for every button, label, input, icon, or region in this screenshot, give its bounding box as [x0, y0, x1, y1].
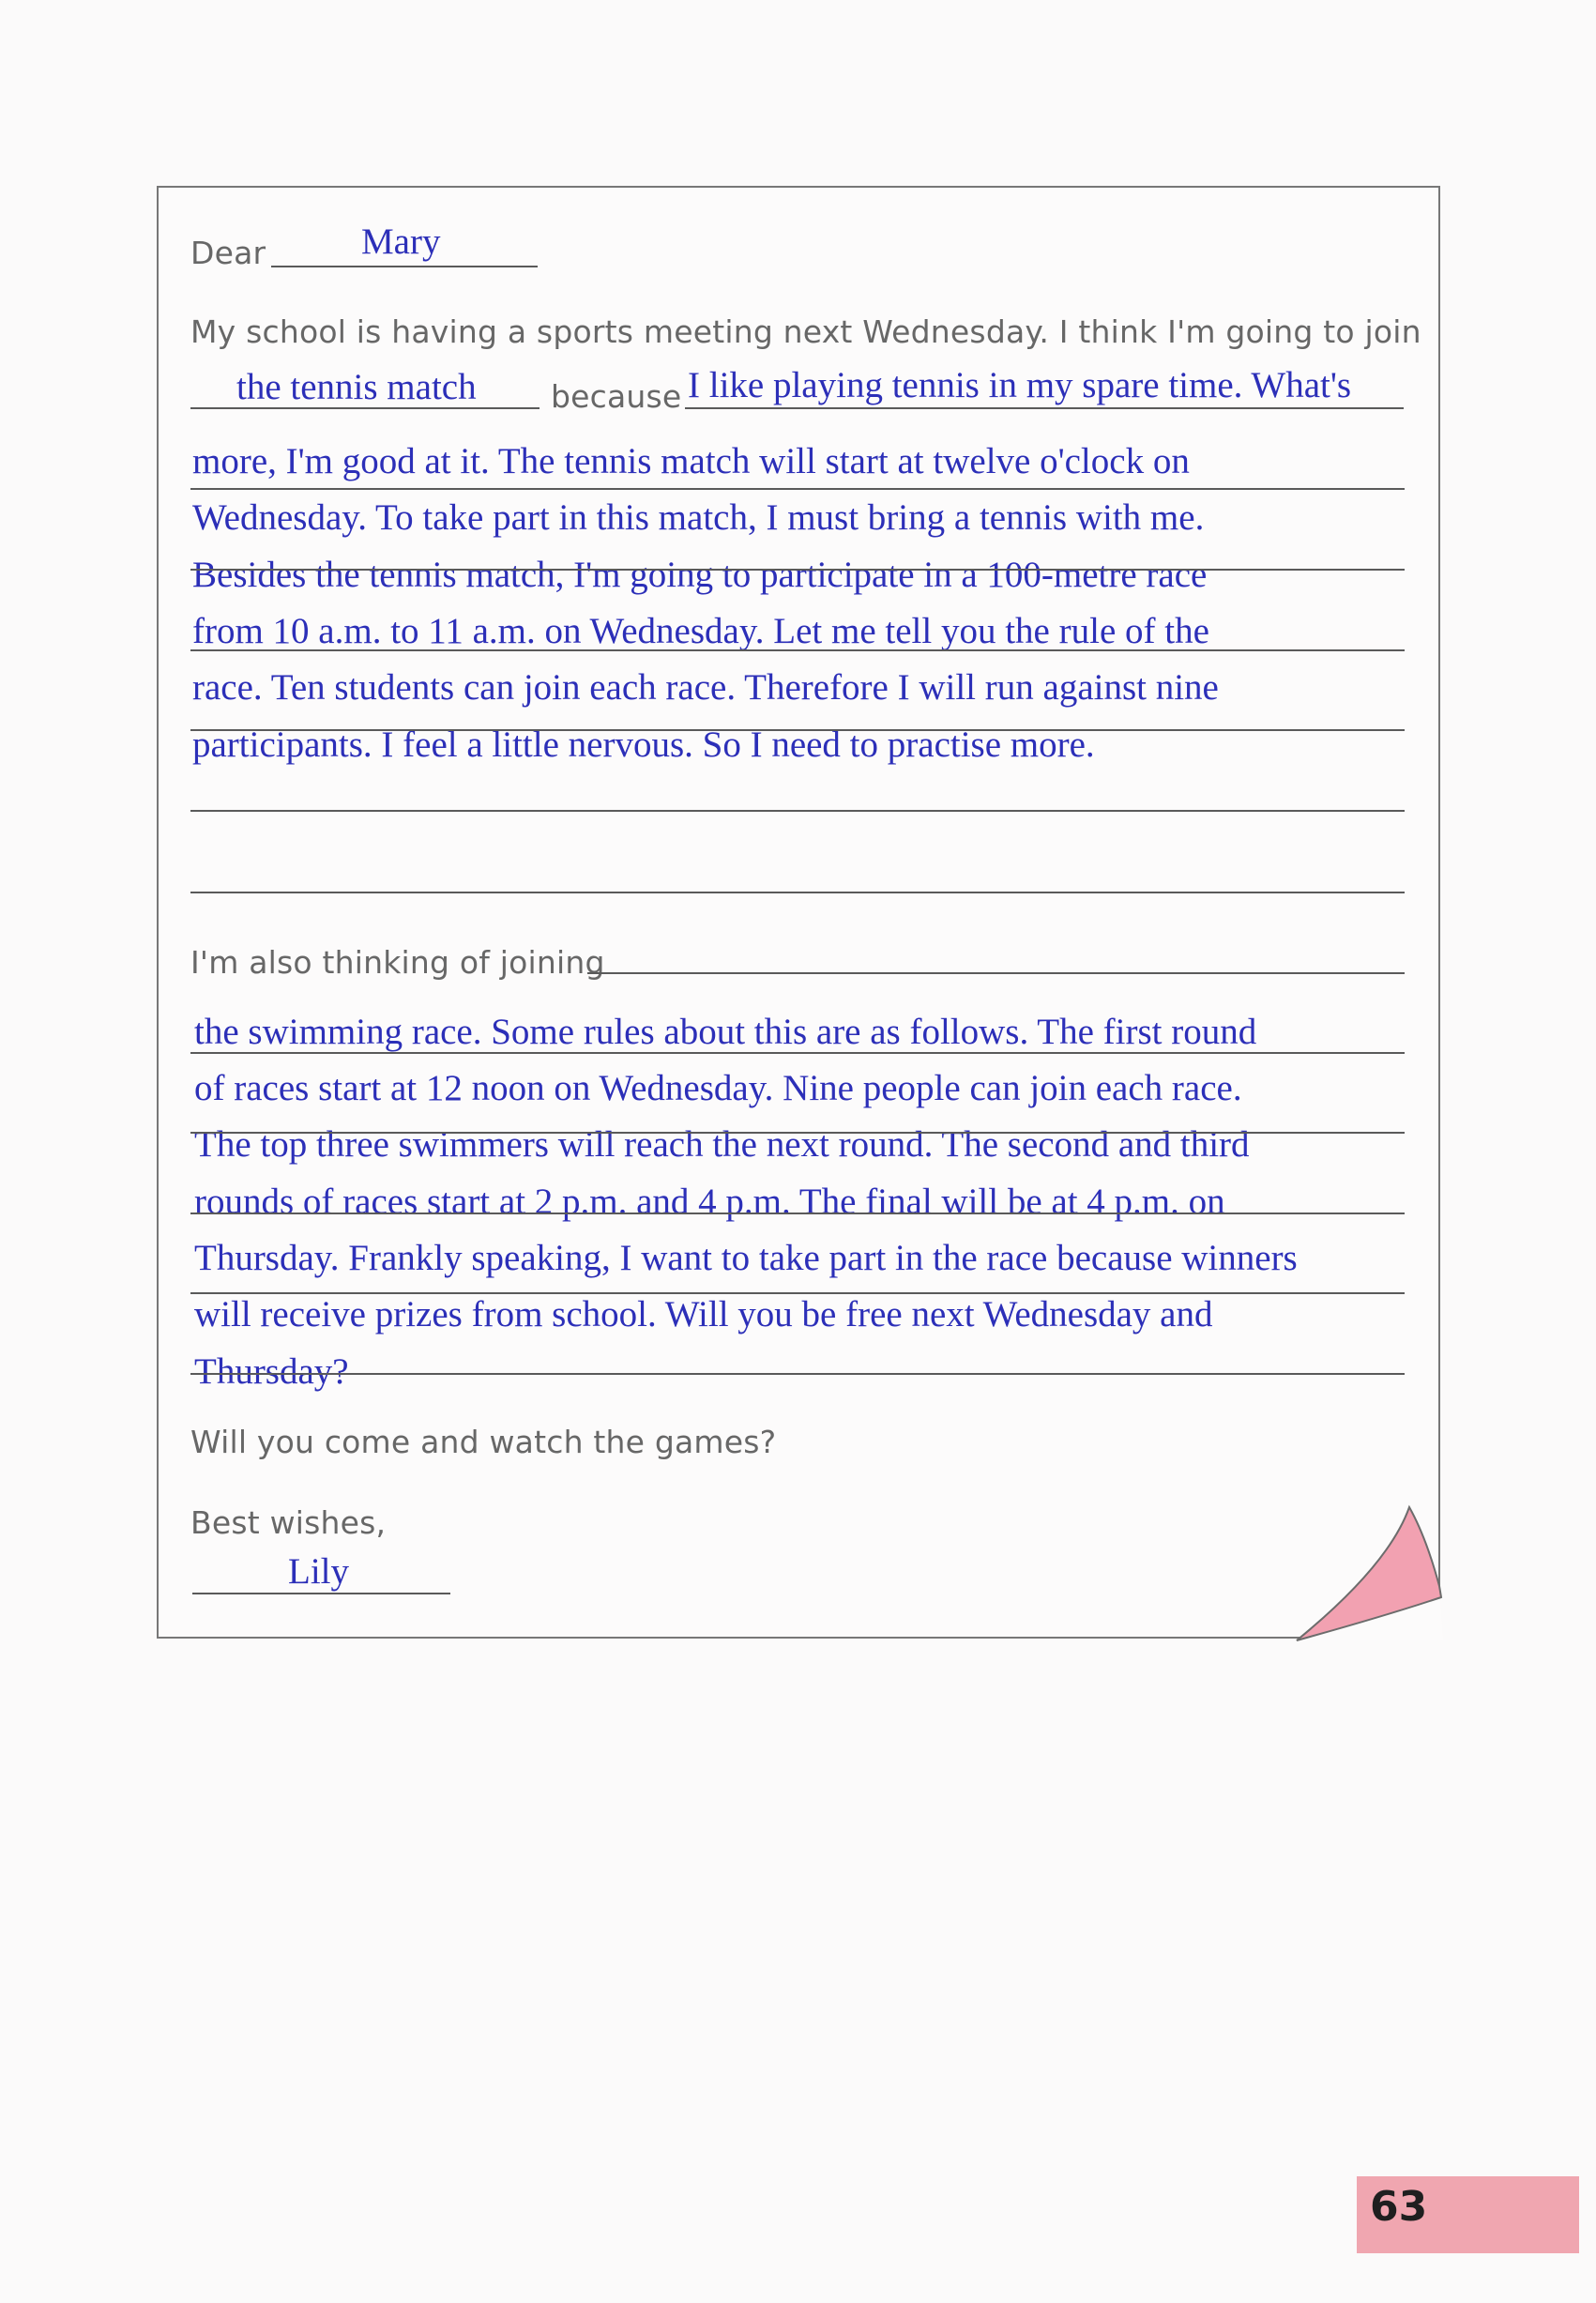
writing-line: [190, 729, 1405, 731]
writing-line: [190, 488, 1405, 490]
signature-answer: Lily: [288, 1551, 349, 1592]
paragraph1-line: from 10 a.m. to 11 a.m. on Wednesday. Let me tell you the rule of the: [192, 611, 1209, 651]
paragraph1-line: Besides the tennis match, I'm going to participate in a 100-metre race: [192, 555, 1208, 595]
writing-line: [190, 1213, 1405, 1214]
paragraph1-line: Wednesday. To take part in this match, I must bring a tennis with me.: [192, 497, 1205, 538]
reason-answer: I like playing tennis in my spare time. What's: [688, 365, 1352, 405]
paragraph2-line: The top three swimmers will reach the next round. The second and third: [194, 1124, 1250, 1165]
recipient-answer: Mary: [361, 221, 441, 262]
writing-line: [190, 810, 1405, 812]
paragraph2-line: will receive prizes from school. Will you be free next Wednesday and: [194, 1294, 1213, 1335]
writing-line: [190, 649, 1405, 651]
writing-line: [190, 1373, 1405, 1375]
paragraph1-line: more, I'm good at it. The tennis match will start at twelve o'clock on: [192, 441, 1190, 481]
paragraph2-line: Thursday. Frankly speaking, I want to take part in the race because winners: [194, 1238, 1298, 1278]
writing-line: [190, 569, 1405, 571]
reason-line: [685, 407, 1404, 409]
page-curl-corner: [1295, 1500, 1445, 1642]
event-line: [190, 407, 540, 409]
paragraph1-line: race. Ten students can join each race. Therefore I will run against nine: [192, 667, 1219, 708]
prompt-intro: My school is having a sports meeting next Wednesday. I think I'm going to join: [190, 313, 1421, 350]
writing-line: [190, 1132, 1405, 1134]
writing-line: [190, 892, 1405, 893]
paragraph2-line: rounds of races start at 2 p.m. and 4 p.m. The final will be at 4 p.m. on: [194, 1182, 1225, 1222]
sign-off: Best wishes,: [190, 1504, 387, 1541]
salutation-label: Dear: [190, 235, 266, 271]
page-number: 63: [1370, 2183, 1428, 2231]
paragraph2-line: Thursday?: [194, 1351, 349, 1392]
also-prompt: I'm also thinking of joining: [190, 944, 605, 981]
closing-question: Will you come and watch the games?: [190, 1424, 777, 1460]
paragraph2-line: of races start at 12 noon on Wednesday. Nine people can join each race.: [194, 1068, 1242, 1108]
event-answer: the tennis match: [236, 367, 477, 407]
recipient-line: [271, 266, 538, 267]
paragraph1-line: participants. I feel a little nervous. So I need to practise more.: [192, 724, 1095, 765]
paragraph2-line: the swimming race. Some rules about this are as follows. The first round: [194, 1012, 1257, 1052]
because-label: because: [551, 378, 682, 415]
signature-line: [192, 1593, 450, 1594]
writing-line: [190, 1292, 1405, 1294]
writing-line: [190, 1052, 1405, 1054]
also-answer-line: [587, 972, 1405, 974]
